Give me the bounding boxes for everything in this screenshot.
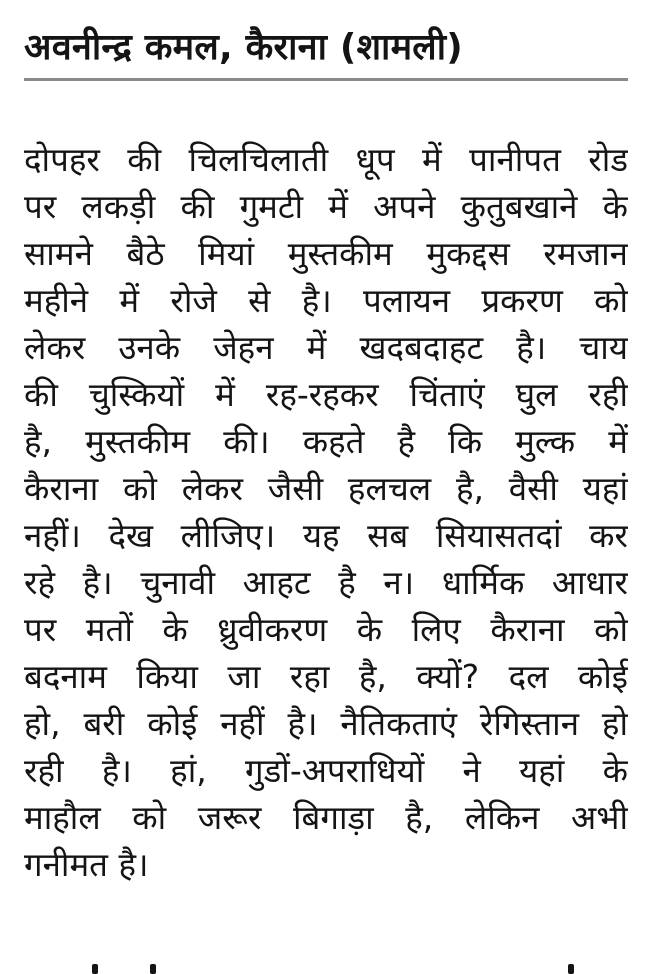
- byline-divider: [24, 78, 628, 81]
- article-line: पर लकड़ी की गुमटी में अपने कुतुबखाने के: [24, 187, 628, 226]
- article-line: नहीं। देख लीजिए। यह सब सियासतदां कर: [24, 516, 628, 555]
- article-line: सामने बैठे मियां मुस्तकीम मुकद्दस रमजान: [24, 234, 628, 273]
- article-line: हो, बरी कोई नहीं है। नैतिकताएं रेगिस्तान हो: [24, 704, 628, 743]
- article-line: लेकर उनके जेहन में खदबदाहट है। चाय: [24, 328, 628, 367]
- article-line: पर मतों के ध्रुवीकरण के लिए कैराना को: [24, 610, 628, 649]
- article-line: बदनाम किया जा रहा है, क्यों? दल कोई: [24, 657, 628, 696]
- byline: अवनीन्द्र कमल, कैराना (शामली): [24, 27, 463, 68]
- article-line: महीने में रोजे से है। पलायन प्रकरण को: [24, 281, 628, 320]
- article-line: की चुस्कियों में रह-रहकर चिंताएं घुल रही: [24, 375, 628, 414]
- article-line: माहौल को जरूर बिगाड़ा है, लेकिन अभी: [24, 798, 628, 837]
- article-line: रहे है। चुनावी आहट है न। धार्मिक आधार: [24, 563, 628, 602]
- article-line: गनीमत है।: [24, 845, 149, 884]
- clipped-next-line: [0, 962, 650, 974]
- article-body: [24, 136, 628, 888]
- article-line: दोपहर की चिलचिलाती धूप में पानीपत रोड: [24, 140, 628, 179]
- article-line: कैराना को लेकर जैसी हलचल है, वैसी यहां: [24, 469, 628, 508]
- article-line: रही है। हां, गुडों-अपराधियों ने यहां के: [24, 751, 628, 790]
- article-line: है, मुस्तकीम की। कहते है कि मुल्क में: [24, 422, 628, 461]
